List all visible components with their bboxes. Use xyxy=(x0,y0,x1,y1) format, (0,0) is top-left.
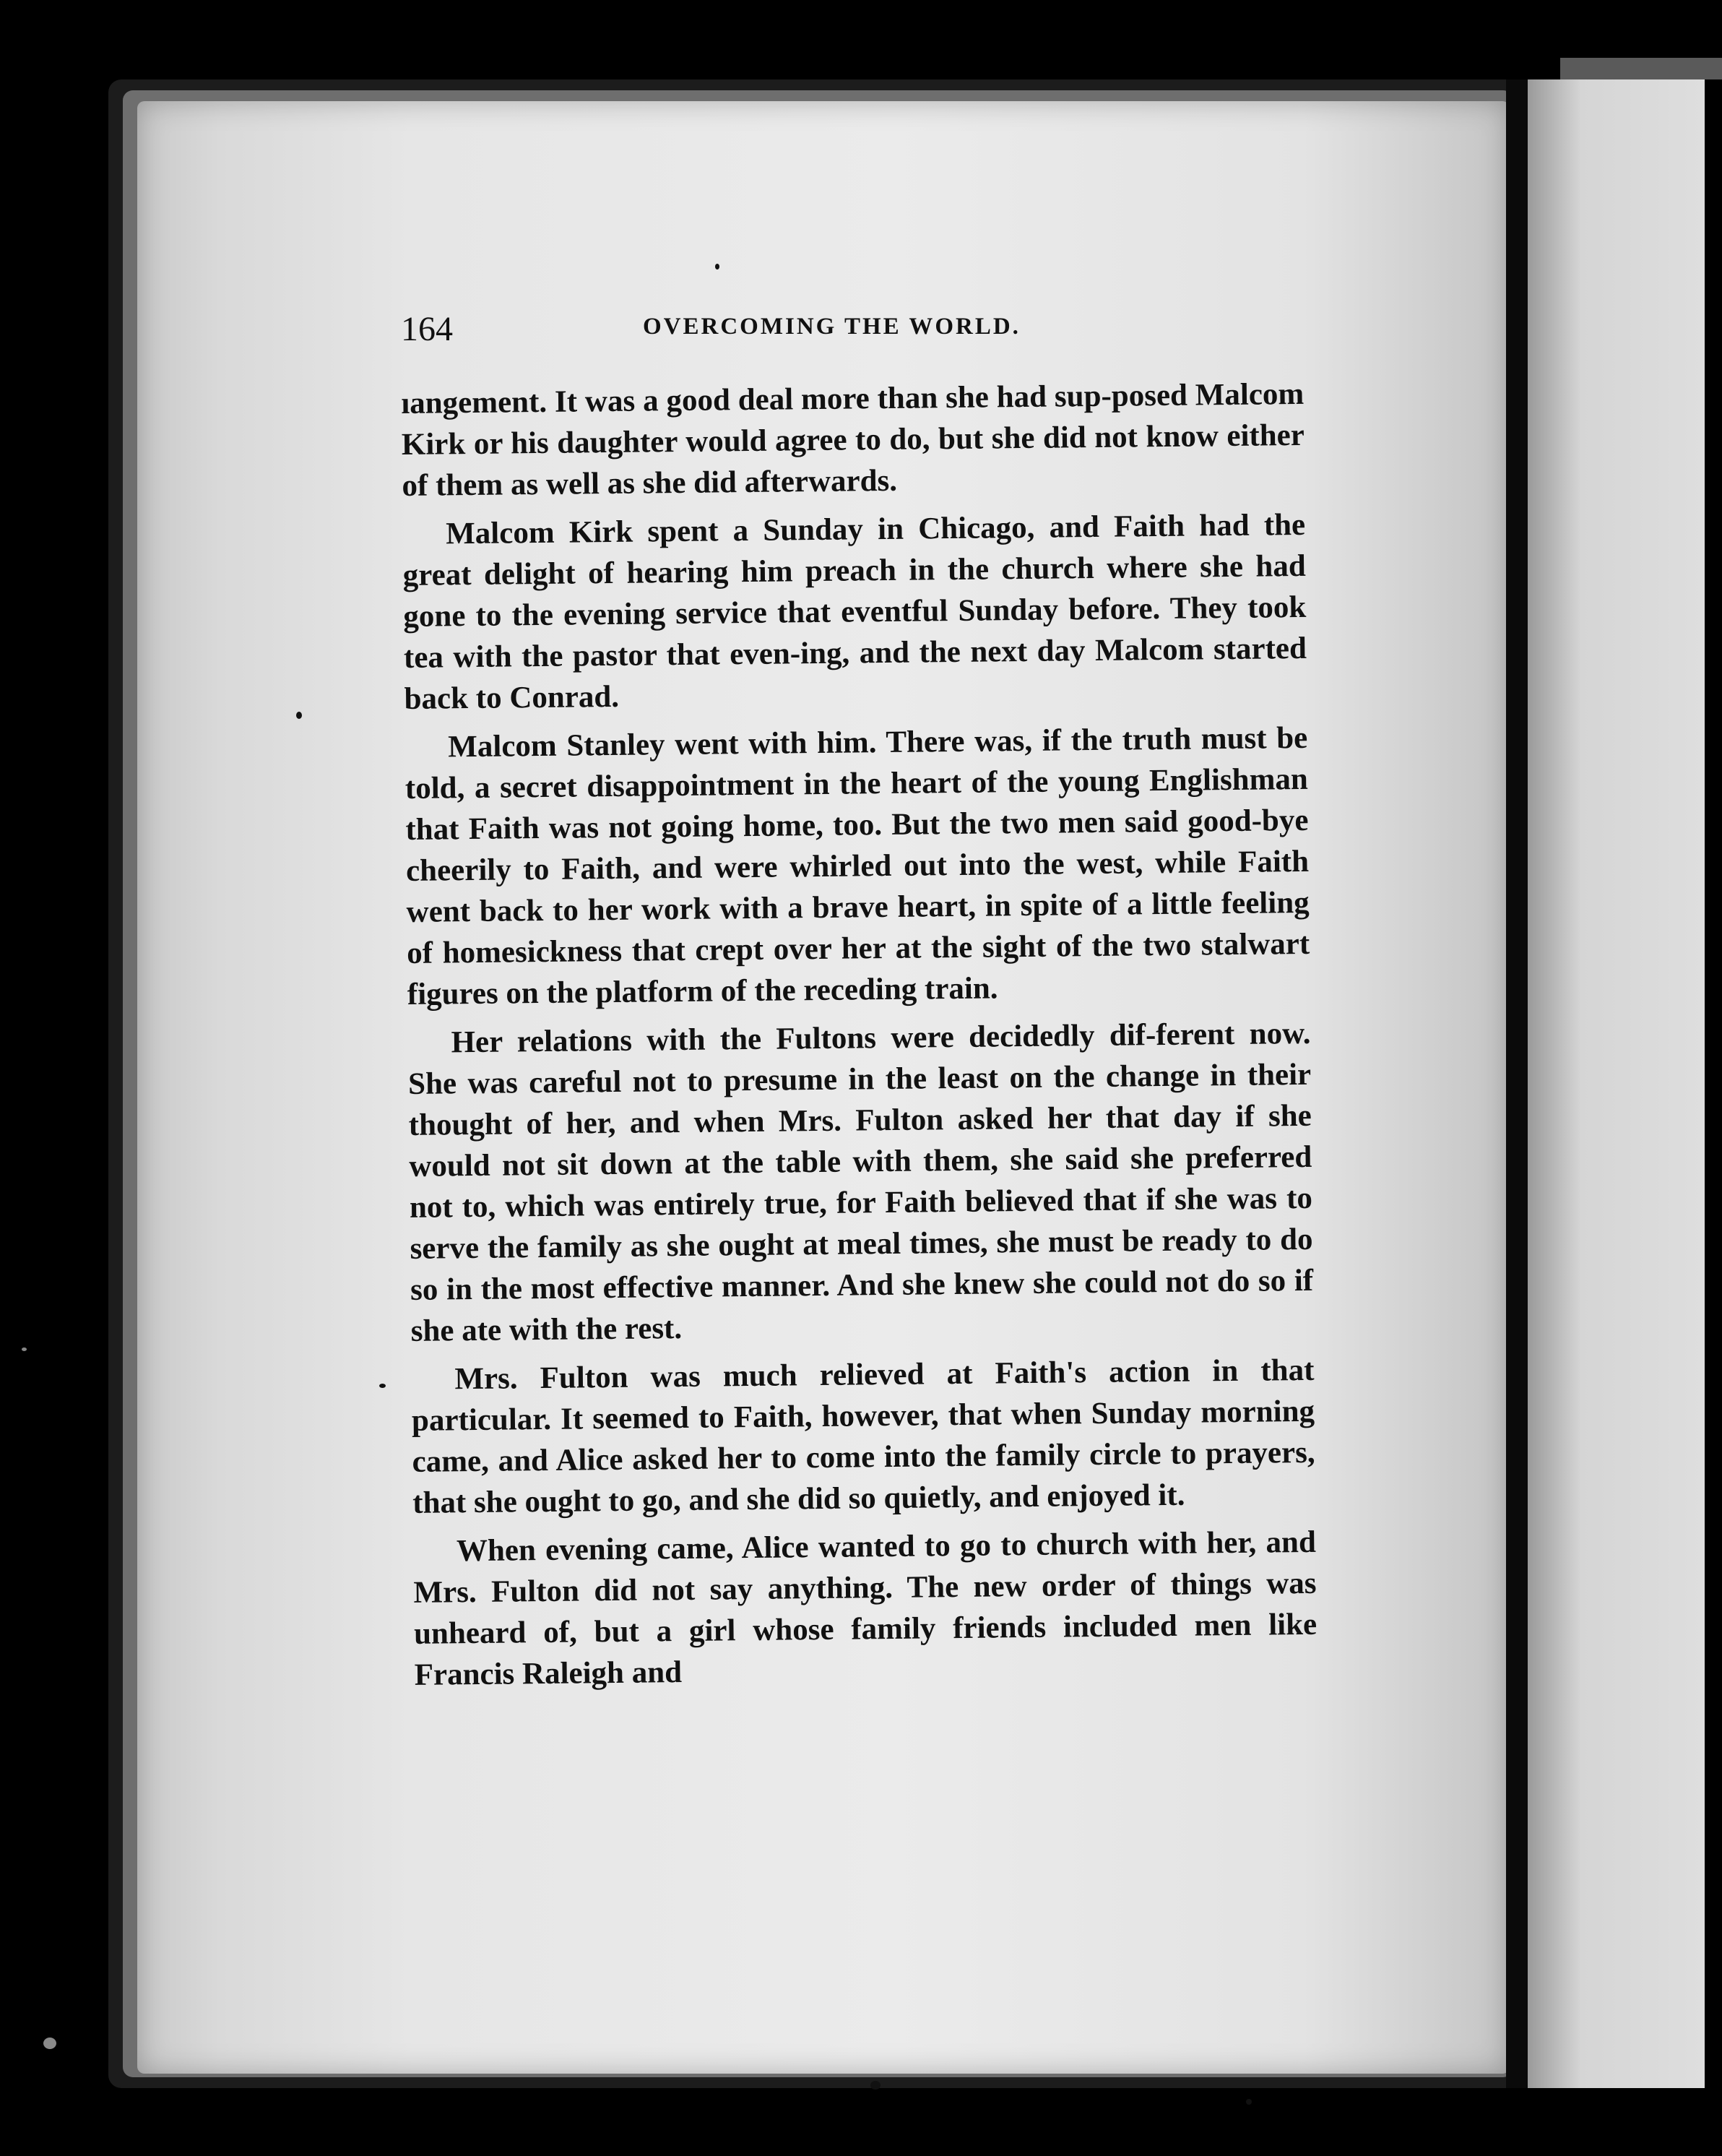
paragraph-6: When evening came, Alice wanted to go to church with her, and Mrs. Fulton did not say anything. The new order of things was unheard of, but a girl whose family friends included men like Francis Raleigh and xyxy=(413,1525,1318,1692)
page-header xyxy=(401,303,1304,354)
running-head: OVERCOMING THE WORLD. xyxy=(643,314,1021,340)
speck xyxy=(22,1348,27,1351)
page-body xyxy=(401,374,1318,1703)
paragraph-4: Her relations with the Fultons were decidedly dif-ferent now. She was careful not to presume in the least on the change in their thought of her, and when Mrs. Fulton asked her that day if she would not sit down at the table with them, she said she preferred not to, which was entirely true, for Faith believed that if she was to serve the family as she ought at meal times, she must be ready to do so in the most effective manner. And she knew she could not do so if she ate with the rest. xyxy=(407,1016,1314,1348)
paragraph-2: Malcom Kirk spent a Sunday in Chicago, and Faith had the great delight of hearing him preach in the church where she had gone to the evening service that eventful Sunday before. They took tea with the pastor that even-ing, and the next day Malcom started back to Conrad. xyxy=(402,507,1307,716)
speck xyxy=(379,1384,386,1388)
page-number: 164 xyxy=(401,310,453,348)
speck xyxy=(715,264,719,270)
speck xyxy=(296,712,302,719)
speck xyxy=(1246,2099,1252,2105)
book-gutter xyxy=(1506,79,1528,2088)
facing-page xyxy=(1528,79,1705,2088)
paragraph-1: ıangement. It was a good deal more than she had sup-posed Malcom Kirk or his daughter would agree to do, but she did not know either of them as well as she did afterwards. xyxy=(401,376,1305,503)
speck xyxy=(870,2081,881,2090)
paragraph-5: Mrs. Fulton was much relieved at Faith's action in that particular. It seemed to Faith, however, that when Sunday morning came, and Alice asked her to come into the family circle to prayers, that she ought to go, and she did so quietly, and enjoyed it. xyxy=(411,1353,1315,1520)
facing-page-edge xyxy=(1560,58,1722,79)
paragraph-3: Malcom Stanley went with him. There was, if the truth must be told, a secret disappointment in the heart of the young Englishman that Faith was not going home, too. But the two men said good-bye cheerily to Faith, and were whirled out into the west, while Faith went back to her work with a brave heart, in spite of a little feeling of homesickness that crept over her at the sight of the two stalwart figures on the platform of the receding train. xyxy=(404,720,1310,1012)
speck xyxy=(43,2038,56,2049)
